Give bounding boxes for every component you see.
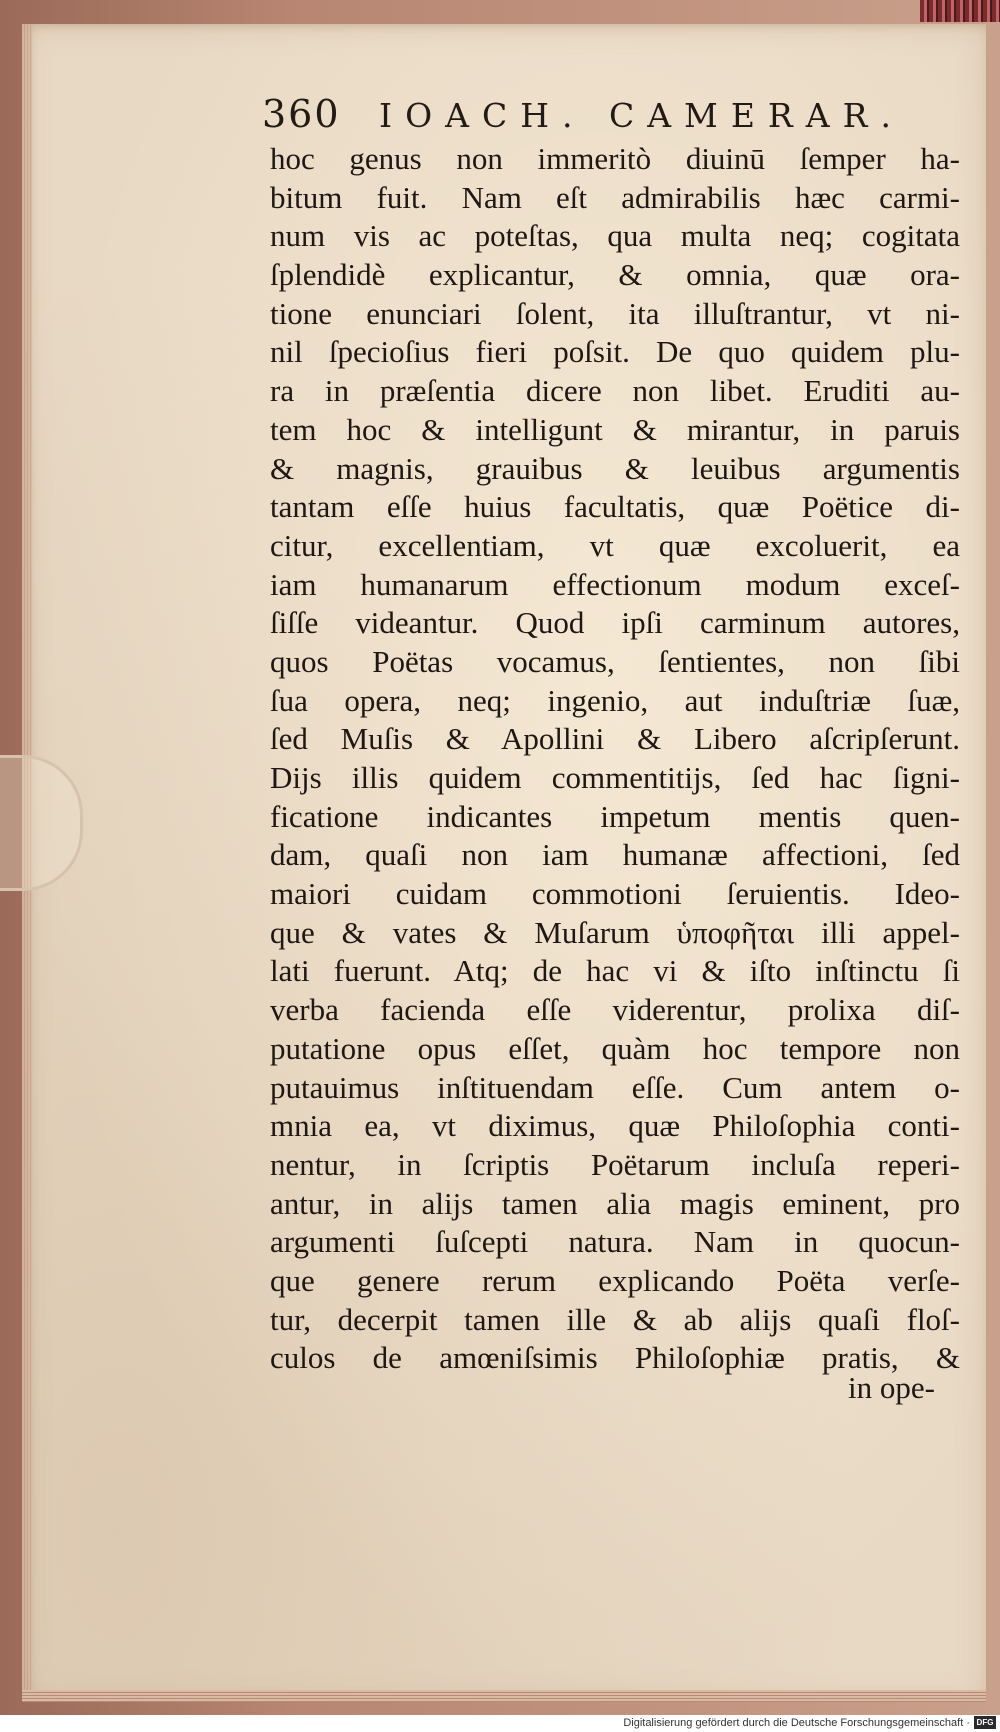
text-line: culos de amœniſsimis Philoſophiæ pratis, & [270, 1340, 960, 1376]
text-line: ra in præſentia dicere non libet. Eruditi au- [270, 373, 960, 409]
text-line: ſiſſe videantur. Quod ipſi carminum autores, [270, 605, 960, 641]
text-line: & magnis, grauibus & leuibus argumentis [270, 450, 960, 486]
text-line: num vis ac poteſtas, qua multa neq; cogitata [270, 218, 960, 254]
text-line: quos Poëtas vocamus, ſentientes, non ſibi [270, 643, 960, 679]
text-line: Dijs illis quidem commentitijs, ſed hac ſigni- [270, 760, 960, 795]
text-line: nentur, in ſcriptis Poëtarum incluſa reperi- [270, 1146, 960, 1182]
text-line: putauimus inſtituendam eſſe. Cum antem o- [270, 1069, 960, 1105]
text-line: citur, excellentiam, vt quæ excoluerit, ea [270, 527, 960, 563]
text-line: ſed Muſis & Apollini & Libero aſcripſerunt. [270, 721, 960, 757]
catchword: in ope- [848, 1370, 935, 1405]
text-line: tur, decerpit tamen ille & ab alijs quaſi floſ- [270, 1301, 960, 1337]
text-line: ficatione indicantes impetum mentis quen- [270, 798, 960, 834]
text-line: dam, quaſi non iam humanæ affectioni, ſed [270, 837, 960, 873]
text-line: tantam eſſe huius facultatis, quæ Poëtice di- [270, 489, 960, 525]
footer-bar [0, 1715, 1000, 1732]
running-head: IOACH. CAMERAR. [379, 96, 904, 135]
text-line: antur, in alijs tamen alia magis eminent, pro [270, 1185, 960, 1221]
text-line: que & vates & Muſarum ὑποφῆται illi appel- [270, 914, 960, 950]
text-line: putatione opus eſſet, quàm hoc tempore non [270, 1030, 960, 1066]
page-header [262, 92, 904, 136]
dfg-logo: DFG [974, 1716, 996, 1729]
text-line: hoc genus non immeritò diuinū ſemper ha- [270, 141, 960, 176]
text-line: verba facienda eſſe viderentur, prolixa diſ- [270, 992, 960, 1028]
text-line: tione enunciari ſolent, ita illuſtrantur, vt ni- [270, 295, 960, 331]
text-line: ſua opera, neq; ingenio, aut induſtriæ ſuæ, [270, 682, 960, 718]
text-line: tem hoc & intelligunt & mirantur, in paruis [270, 411, 960, 447]
text-line: que genere rerum explicando Poëta verſe- [270, 1262, 960, 1298]
text-line: bitum fuit. Nam eſt admirabilis hæc carmi- [270, 179, 960, 215]
body-text [270, 140, 960, 1378]
text-line: nil ſpecioſius fieri poſsit. De quo quidem plu- [270, 334, 960, 370]
text-line: ſplendidè explicantur, & omnia, quæ ora- [270, 257, 960, 293]
spine-headband [920, 0, 1000, 22]
text-line: mnia ea, vt diximus, quæ Philoſophia conti- [270, 1108, 960, 1144]
funding-credit: Digitalisierung gefördert durch die Deutsche Forschungsgemeinschaft · [623, 1717, 970, 1729]
text-line: maiori cuidam commotioni ſeruientis. Ideo- [270, 876, 960, 912]
page-bottom-edge [22, 1690, 986, 1702]
text-line: lati fuerunt. Atq; de hac vi & iſto inſtinctu ſi [270, 953, 960, 989]
text-line: iam humanarum effectionum modum exceſ- [270, 566, 960, 602]
text-line: argumenti ſuſcepti natura. Nam in quocun- [270, 1224, 960, 1260]
page-number: 360 [262, 92, 341, 136]
